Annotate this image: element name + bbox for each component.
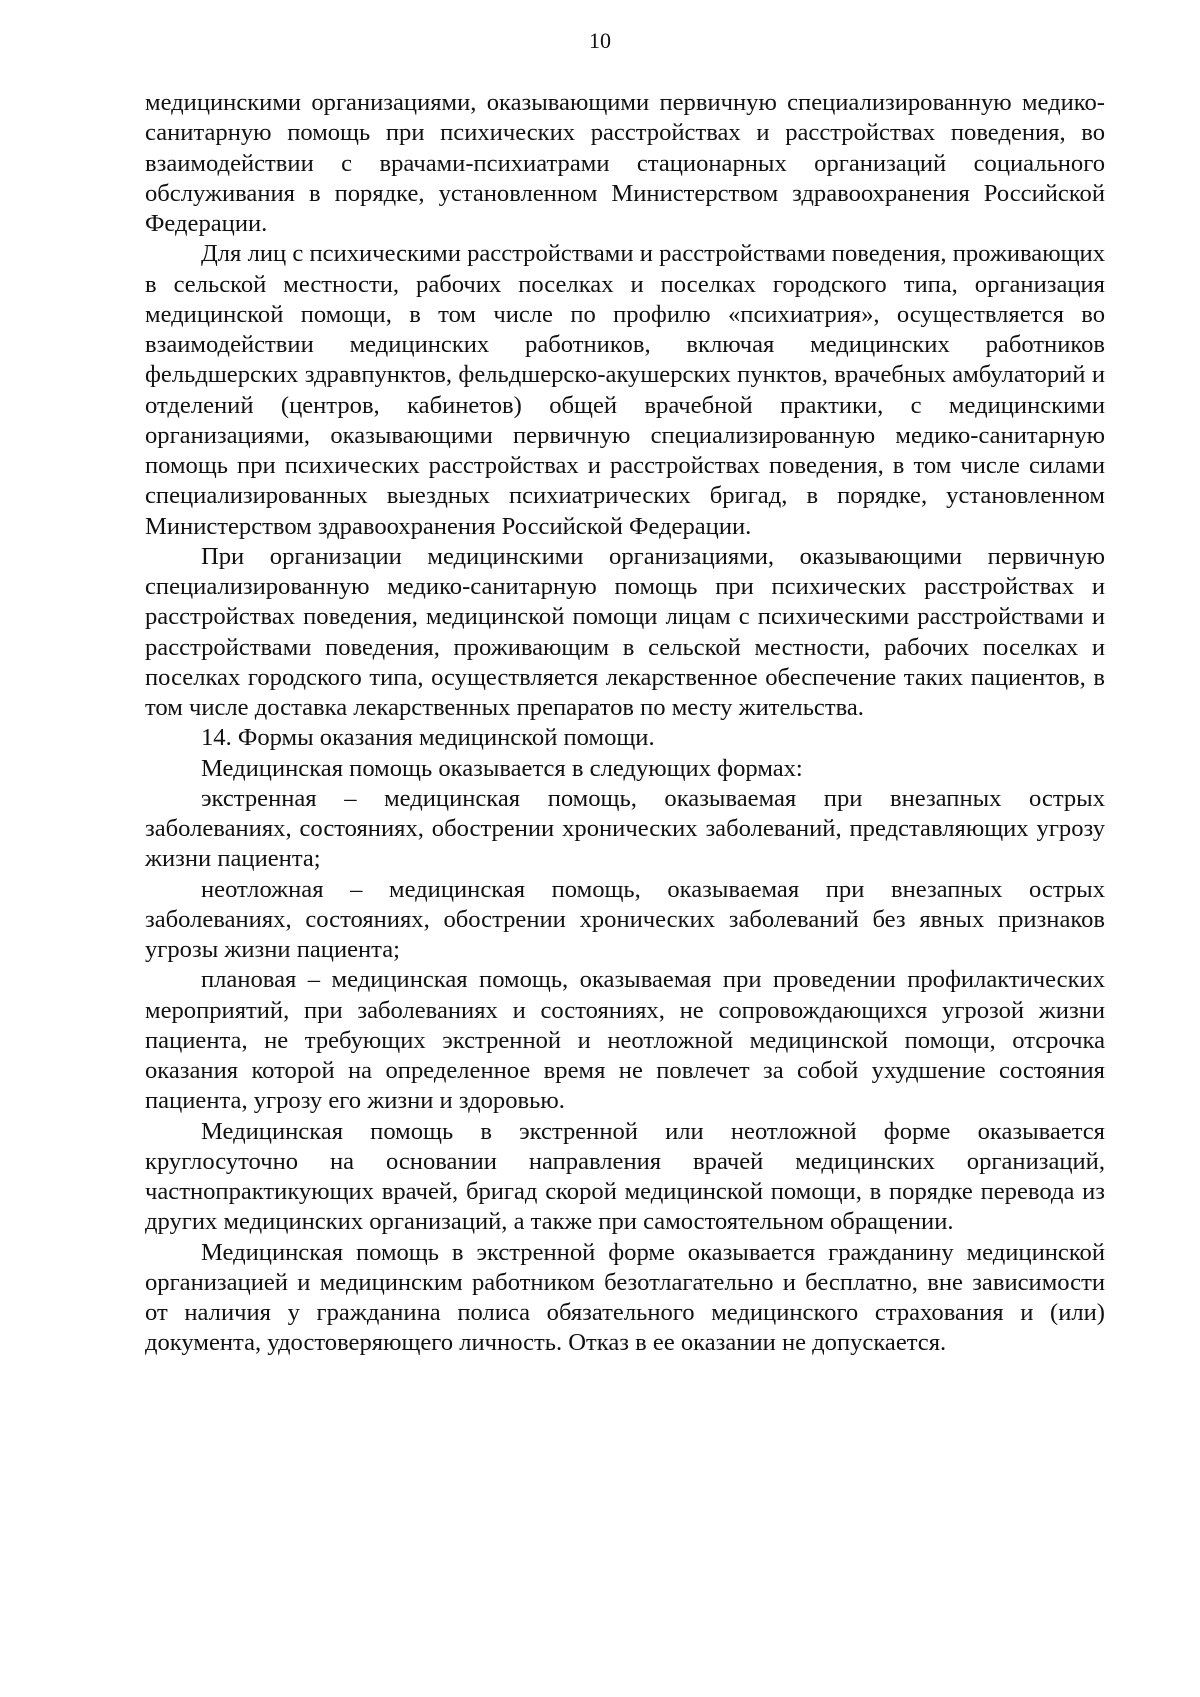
paragraph-rural-organization: Для лиц с психическими расстройствами и расстройствами поведения, проживающих в сельской местности, рабочих поселках и поселках городского типа, организация медицинской помощи, в том числе по профилю «психиатрия», осуществляется во взаимодействии медицинских работников, включая медицинских работников фельдшерских здравпунктов, фельдшерско-акушерских пунктов, врачебных амбулаторий и отделений (центров, кабинетов) общей врачебной практики, с медицинскими организациями, оказывающими первичную специализированную медико-санитарную помощь при психических расстройствах и расстройствах поведения, в том числе силами специализированных выездных психиатрических бригад, в порядке, установленном Министерством здравоохранения Российской Федерации. [145,240,1105,540]
paragraph-free-emergency-care: Медицинская помощь в экстренной форме оказывается гражданину медицинской организацией и медицинским работником безотлагательно и бесплатно, вне зависимости от наличия у гражданина полиса обязательного медицинского страхования и (или) документа, удостоверяющего личность. Отказ в ее оказании не допускается. [145,1238,1105,1357]
page-number: 10 [589,28,611,53]
paragraph-round-the-clock: Медицинская помощь в экстренной или неотложной форме оказывается круглосуточно на основании направления врачей медицинских организаций, частнопрактикующих врачей, бригад скорой медицинской помощи, в порядке перевода из других медицинских организаций, а также при самостоятельном обращении. [145,1117,1105,1236]
paragraph-drug-provision: При организации медицинскими организациями, оказывающими первичную специализированную медико-санитарную помощь при психических расстройствах и расстройствах поведения, медицинской помощи лицам с психическими расстройствами и расстройствами поведения, проживающим в сельской местности, рабочих поселках и поселках городского типа, осуществляется лекарственное обеспечение таких пациентов, в том числе доставка лекарственных препаратов по месту жительства. [145,542,1105,721]
paragraph-planned-form: плановая – медицинская помощь, оказываемая при проведении профилактических мероприятий, при заболеваниях и состояниях, не сопровождающихся угрозой жизни пациента, не требующих экстренной и неотложной медицинской помощи, отсрочка оказания которой на определенное время не повлечет за собой ухудшение состояния пациента, угрозу его жизни и здоровью. [145,966,1105,1115]
paragraph-forms-intro: Медицинская помощь оказывается в следующих формах: [201,754,803,782]
paragraph-emergency-form: экстренная – медицинская помощь, оказываемая при внезапных острых заболеваниях, состояниях, обострении хронических заболеваний, представляющих угрозу жизни пациента; [145,784,1105,873]
paragraph-urgent-form: неотложная – медицинская помощь, оказываемая при внезапных острых заболеваниях, состояниях, обострении хронических заболеваний без явных признаков угрозы жизни пациента; [145,875,1105,963]
document-body [145,88,1105,1359]
section-heading-forms: 14. Формы оказания медицинской помощи. [201,724,655,752]
paragraph-continuation: медицинскими организациями, оказывающими первичную специализированную медико-санитарную помощь при психических расстройствах и расстройствах поведения, во взаимодействии с врачами-психиатрами стационарных организаций социального обслуживания в порядке, установленном Министерством здравоохранения Российской Федерации. [145,89,1105,237]
